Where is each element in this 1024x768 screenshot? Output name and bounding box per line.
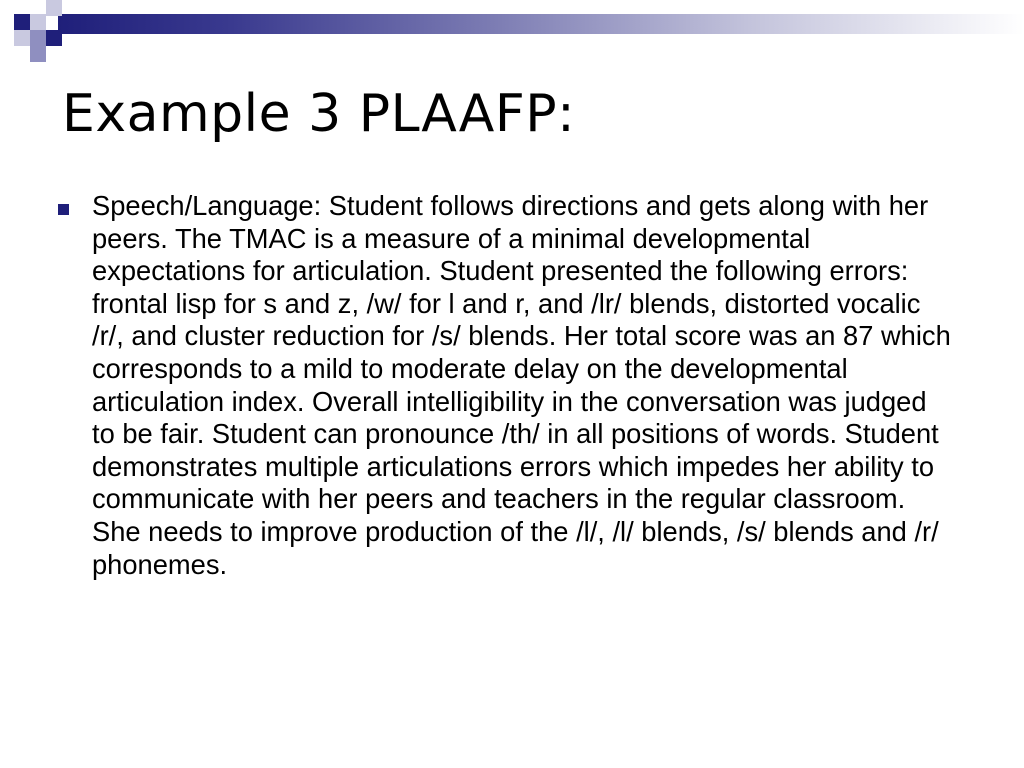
decor-square-navy <box>14 14 30 30</box>
header-gradient-band <box>58 14 1024 34</box>
decor-square-light <box>30 14 46 30</box>
bullet-list <box>56 190 956 581</box>
slide-title: Example 3 PLAAFP: <box>62 84 576 144</box>
decor-square-light <box>14 30 30 46</box>
decor-square-mid <box>30 46 46 62</box>
bullet-text: Speech/Language: Student follows directions and gets along with her peers. The TMAC is a measure of a minimal developmental expectations for articulation. Student presented the following errors: frontal lisp for s and z, /w/ for l and r, and /lr/ blends, distorted vocalic /r/, and cluster reduction for /s/ blends. Her total score was an 87 which corresponds to a mild to moderate delay on the developmental articulation index. Overall intelligibility in the conversation was judged to be fair. Student can pronounce /th/ in all positions of words. Student demonstrates multiple articulations errors which impedes her ability to communicate with her peers and teachers in the regular classroom. She needs to improve production of the /l/, /l/ blends, /s/ blends and /r/ phonemes. <box>92 190 951 580</box>
square-bullet-icon <box>58 204 69 215</box>
decor-square-navy <box>46 30 62 46</box>
bullet-item <box>56 190 956 581</box>
decor-square-light <box>46 0 62 16</box>
decor-square-mid <box>30 30 46 46</box>
